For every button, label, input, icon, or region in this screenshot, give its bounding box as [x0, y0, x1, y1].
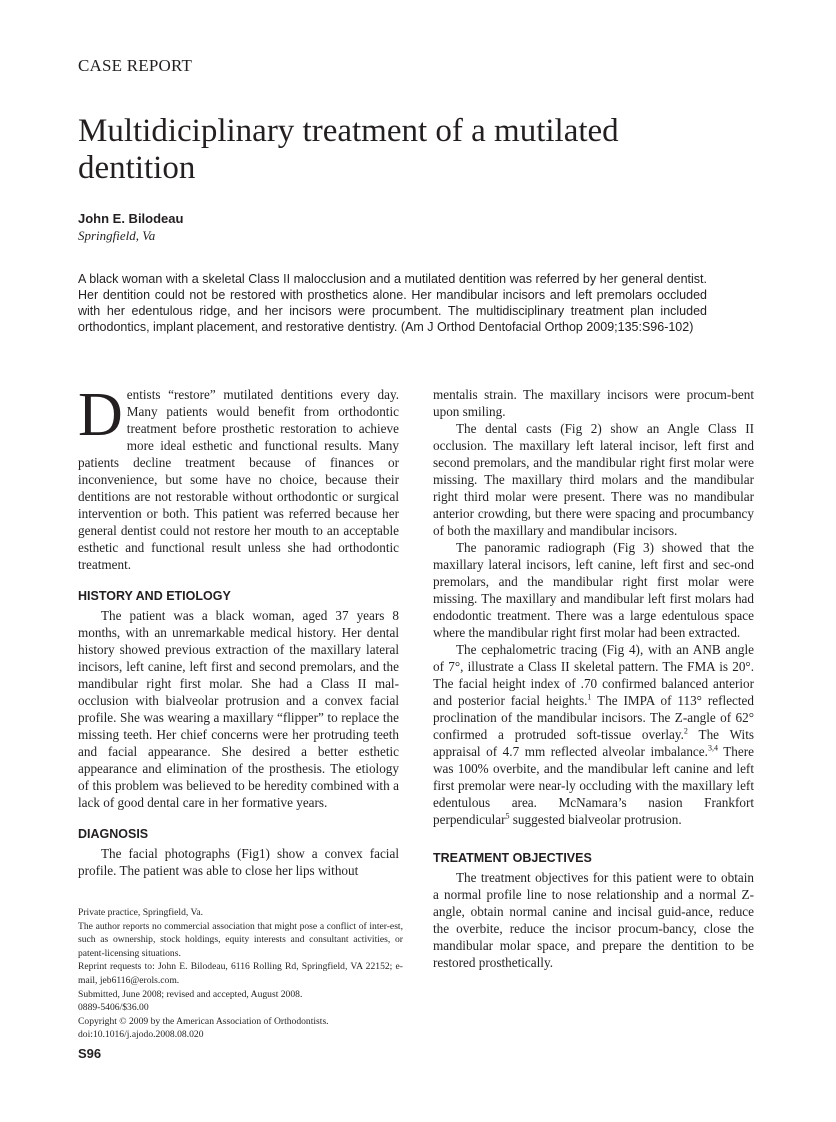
page-number: S96 — [78, 1046, 102, 1061]
footnote-conflict: The author reports no commercial association that might pose a conflict of inter-est, such as ownership, stock holdings, equity interests and consultant activities, or patent-licensing situations. — [78, 920, 403, 959]
citation-ref[interactable]: 1 — [587, 692, 592, 702]
abstract: A black woman with a skeletal Class II malocclusion and a mutilated dentition was referred by her general dentist. Her dentition could not be restored with prosthetics alone. Her mandibular incisors and left premolars occluded with her edentulous ridge, and her incisors were procumbent. The multidisciplinary treatment plan included orthodontics, implant placement, and restorative dentistry. (Am J Orthod Dentofacial Orthop 2009;135:S96-102) — [78, 272, 707, 334]
heading-diagnosis: DIAGNOSIS — [78, 827, 149, 841]
section-label: CASE REPORT — [78, 56, 193, 75]
footnote-affiliation: Private practice, Springfield, Va. — [78, 907, 204, 918]
ceph-text-4: There was 100% overbite, and the mandibular left canine and left first premolar were near-ly occluding with the maxillary left edentulous area. McNamara’s nasion Frankfort perpendicular — [433, 744, 754, 827]
citation-ref[interactable]: 3,4 — [707, 743, 718, 753]
ceph-text-2: The IMPA of 113° reflected proclination of the mandibular incisors. The Z-angle of 62° confirmed a protruded soft-tissue overlay. — [433, 693, 755, 742]
author-affiliation: Springfield, Va — [78, 228, 156, 243]
footnote-copyright: Copyright © 2009 by the American Association of Orthodontists. — [78, 1015, 329, 1027]
intro-text: entists “restore” mutilated dentitions every day. Many patients would benefit from orthodontic treatment before prosthetic restoration to achieve more ideal esthetic and functional results. Many patients decline treatment because of finances or inconvenience, but some have no choice, because their dentitions are not restorable without orthodontic or surgical intervention or both. This patient was referred because her general dentist could not restore her mouth to an acceptable esthetic and functional result unless she had orthodontic treatment. — [78, 387, 399, 572]
footnotes — [78, 906, 403, 1042]
diagnosis-paragraph-continued: mentalis strain. The maxillary incisors were procum-bent upon smiling. — [433, 387, 754, 419]
drop-cap: D — [78, 381, 123, 449]
intro-paragraph — [78, 381, 399, 573]
heading-history: HISTORY AND ETIOLOGY — [78, 589, 231, 603]
author-name: John E. Bilodeau — [78, 211, 184, 226]
ceph-text-5: suggested bialveolar protrusion. — [509, 812, 682, 827]
citation-ref[interactable]: 5 — [505, 811, 510, 821]
history-paragraph: The patient was a black woman, aged 37 years 8 months, with an unremarkable medical history. Her dental history showed previous extraction of the maxillary lateral incisors, left canine, left first and second premolars, and the mandibular right first molar. She had a Class II mal-occlusion with bialveolar protrusion and a convex facial profile. She was wearing a maxillary “flipper” to replace the missing teeth. Her chief concerns were her protruding teeth and facial appearance. She desired a better esthetic appearance and elimination of the prosthesis. The etiology of this problem was believed to be heredity combined with a lack of good dental care in her formative years. — [78, 608, 399, 810]
ceph-text-3: The Wits appraisal of 4.7 mm reflected alveolar imbalance. — [433, 727, 755, 759]
diagnosis-paragraph-start: The facial photographs (Fig1) show a convex facial profile. The patient was able to close her lips without — [78, 846, 399, 878]
dental-casts-paragraph: The dental casts (Fig 2) show an Angle Class II occlusion. The maxillary left lateral incisor, left first and second premolars, and the mandibular right first molar were missing. The maxillary third molars and the mandibular right third molar were present. There was no mandibular anterior crowding, but there were spacing and procumbancy of both the maxillary and mandibular incisors. — [433, 421, 754, 538]
footnote-reprint: Reprint requests to: John E. Bilodeau, 6116 Rolling Rd, Springfield, VA 22152; e-mail, jeb6116@erols.com. — [78, 961, 403, 986]
citation-ref[interactable]: 2 — [683, 726, 688, 736]
footnote-doi[interactable]: doi:10.1016/j.ajodo.2008.08.020 — [78, 1029, 204, 1041]
right-column — [433, 386, 754, 971]
footnote-issn: 0889-5406/$36.00 — [78, 1002, 149, 1014]
footnote-submitted: Submitted, June 2008; revised and accepted, August 2008. — [78, 988, 303, 1000]
ceph-text-1: The cephalometric tracing (Fig 4), with an ANB angle of 7°, illustrate a Class II skeletal pattern. The FMA is 20°. The facial height index of .70 confirmed balanced anterior and posterior facial heights. — [433, 642, 754, 708]
article-title: Multidiciplinary treatment of a mutilated dentition — [78, 113, 619, 186]
objectives-paragraph: The treatment objectives for this patient were to obtain a normal profile line to nose relationship and a normal Z-angle, obtain normal canine and incisal guid-ance, reduce the overbite, reduce the incisor procum-bancy, close the mandibular molar space, and prepare the dentition to be restored prosthetically. — [433, 870, 754, 970]
heading-treatment-objectives: TREATMENT OBJECTIVES — [433, 851, 592, 865]
left-column — [78, 381, 399, 879]
cephalometric-paragraph — [433, 641, 754, 828]
panoramic-paragraph: The panoramic radiograph (Fig 3) showed that the maxillary lateral incisors, left canine, left first and sec-ond premolars, and the mandibular right first molar were missing. The maxillary and mandibular left first molars had endodontic treatment. There was a large edentulous space where the mandibular right first molar had been extracted. — [433, 540, 754, 640]
